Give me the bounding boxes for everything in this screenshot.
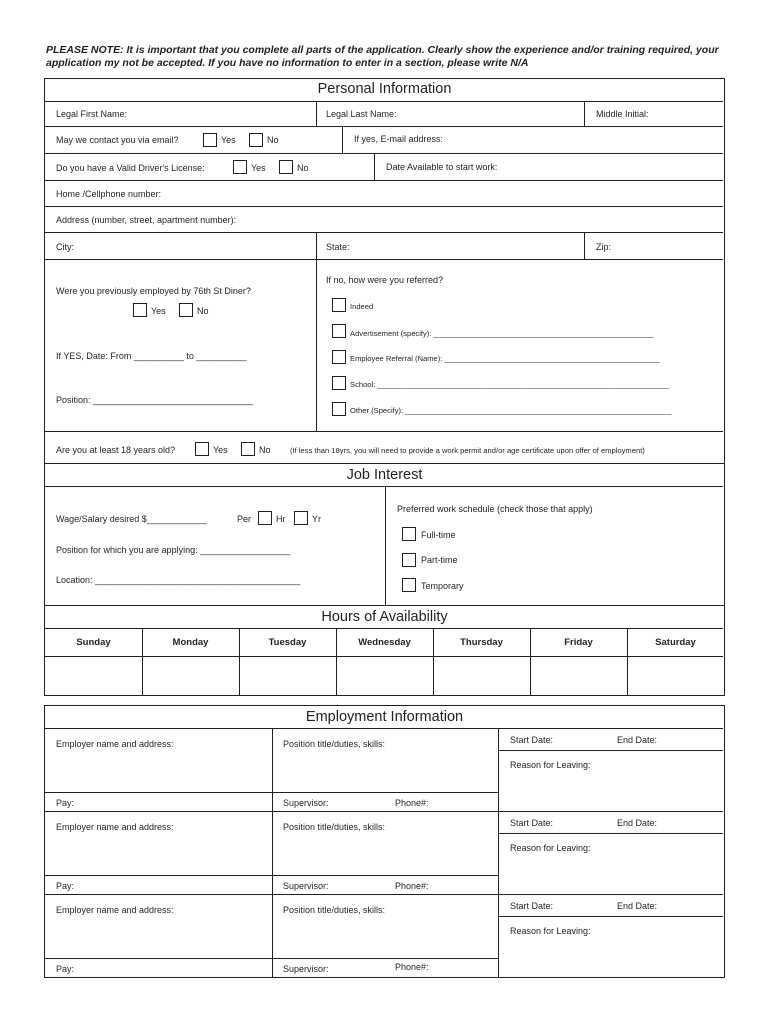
- license-no-checkbox[interactable]: [279, 160, 293, 174]
- pay-2-label: Pay:: [56, 881, 75, 891]
- job-interest-section: [44, 463, 725, 606]
- supervisor-2-label: Supervisor:: [283, 881, 329, 891]
- phone-1-label: Phone#:: [395, 798, 429, 808]
- phone-label: Home /Cellphone number:: [56, 189, 162, 199]
- job-interest-title: Job Interest: [346, 467, 423, 483]
- temporary-label: Temporary: [421, 581, 464, 591]
- referral-employee-field: Employee Referral (Name): ___________________________________________________: [350, 354, 660, 363]
- license-no-label: No: [297, 163, 309, 173]
- position-2-label: Position title/duties, skills:: [283, 822, 386, 832]
- referred-label: If no, how were you referred?: [326, 275, 444, 285]
- employment-information-section: [44, 705, 725, 978]
- phone-2-label: Phone#:: [395, 881, 429, 891]
- contact-email-label: May we contact you via email?: [56, 135, 179, 145]
- reason-2-label: Reason for Leaving:: [510, 843, 591, 853]
- schedule-prompt: Preferred work schedule (check those that apply): [397, 504, 593, 514]
- day-thursday: Thursday: [460, 637, 503, 648]
- referral-employee-checkbox[interactable]: [332, 350, 346, 364]
- city-label: City:: [56, 242, 74, 252]
- phone-3-label: Phone#:: [395, 962, 429, 972]
- position-3-label: Position title/duties, skills:: [283, 905, 386, 915]
- employment-information-title: Employment Information: [305, 709, 464, 725]
- prev-position-field: Position: ________________________________: [56, 395, 254, 405]
- previously-employed-label: Were you previously employed by 76th St Diner?: [56, 286, 251, 296]
- prev-employed-no-label: No: [197, 306, 209, 316]
- referral-school-field: School: _____________________________________________________________________: [350, 380, 669, 389]
- end-date-1-label: End Date:: [617, 735, 658, 745]
- full-time-checkbox[interactable]: [402, 527, 416, 541]
- temporary-checkbox[interactable]: [402, 578, 416, 592]
- full-time-label: Full-time: [421, 530, 456, 540]
- wage-per-year-checkbox[interactable]: [294, 511, 308, 525]
- contact-email-yes-label: Yes: [221, 135, 236, 145]
- part-time-checkbox[interactable]: [402, 553, 416, 567]
- contact-email-no-label: No: [267, 135, 279, 145]
- application-note: PLEASE NOTE: It is important that you complete all parts of the application. Clearly show the experience and/or training required, your application my not be accepted. If you have no information to enter in a section, please write N/A: [46, 44, 719, 69]
- wage-hour-label: Hr: [276, 514, 286, 524]
- day-tuesday: Tuesday: [268, 637, 307, 648]
- state-label: State:: [326, 242, 350, 252]
- day-friday: Friday: [564, 637, 593, 648]
- employer-2-label: Employer name and address:: [56, 822, 174, 832]
- prev-employed-yes-label: Yes: [151, 306, 166, 316]
- position-1-label: Position title/duties, skills:: [283, 739, 386, 749]
- last-name-label: Legal Last Name:: [326, 109, 397, 119]
- referral-other-checkbox[interactable]: [332, 402, 346, 416]
- referral-indeed-checkbox[interactable]: [332, 298, 346, 312]
- part-time-label: Part-time: [421, 555, 458, 565]
- age-note: (If less than 18yrs, you will need to provide a work permit and/or age certificate upon offer of employment): [290, 446, 645, 455]
- zip-label: Zip:: [596, 242, 612, 252]
- position-applying-field: Position for which you are applying: __________________: [56, 545, 291, 555]
- age-yes-label: Yes: [213, 445, 228, 455]
- personal-information-title: Personal Information: [317, 81, 452, 97]
- drivers-license-label: Do you have a Valid Driver's License:: [56, 163, 205, 173]
- address-label: Address (number, street, apartment number):: [56, 215, 237, 225]
- referral-indeed-label: Indeed: [350, 302, 374, 311]
- employer-1-label: Employer name and address:: [56, 739, 174, 749]
- location-field: Location: _________________________________________: [56, 575, 301, 585]
- start-date-1-label: Start Date:: [510, 735, 554, 745]
- start-date-3-label: Start Date:: [510, 901, 554, 911]
- middle-initial-label: Middle Initial:: [596, 109, 649, 119]
- end-date-2-label: End Date:: [617, 818, 658, 828]
- start-date-2-label: Start Date:: [510, 818, 554, 828]
- prev-employed-yes-checkbox[interactable]: [133, 303, 147, 317]
- contact-email-yes-checkbox[interactable]: [203, 133, 217, 147]
- date-available-label: Date Available to start work:: [386, 162, 498, 172]
- email-address-label: If yes, E-mail address:: [354, 134, 444, 144]
- age-no-checkbox[interactable]: [241, 442, 255, 456]
- day-sunday: Sunday: [76, 637, 111, 648]
- reason-1-label: Reason for Leaving:: [510, 760, 591, 770]
- supervisor-3-label: Supervisor:: [283, 964, 329, 974]
- wage-per-label: Per: [237, 514, 252, 524]
- supervisor-1-label: Supervisor:: [283, 798, 329, 808]
- end-date-3-label: End Date:: [617, 901, 658, 911]
- age-yes-checkbox[interactable]: [195, 442, 209, 456]
- age-question-label: Are you at least 18 years old?: [56, 445, 176, 455]
- referral-school-checkbox[interactable]: [332, 376, 346, 390]
- wage-year-label: Yr: [312, 514, 321, 524]
- day-monday: Monday: [172, 637, 209, 648]
- contact-email-no-checkbox[interactable]: [249, 133, 263, 147]
- personal-information-section: [44, 78, 725, 464]
- prev-employed-dates: If YES, Date: From __________ to __________: [56, 351, 247, 361]
- wage-field: Wage/Salary desired $____________: [56, 514, 207, 524]
- hours-availability-title: Hours of Availability: [321, 609, 448, 625]
- referral-ad-field: Advertisement (specify): ____________________________________________________: [350, 329, 654, 338]
- referral-ad-checkbox[interactable]: [332, 324, 346, 338]
- day-saturday: Saturday: [655, 637, 696, 648]
- license-yes-checkbox[interactable]: [233, 160, 247, 174]
- license-yes-label: Yes: [251, 163, 266, 173]
- prev-employed-no-checkbox[interactable]: [179, 303, 193, 317]
- reason-3-label: Reason for Leaving:: [510, 926, 591, 936]
- pay-1-label: Pay:: [56, 798, 75, 808]
- hours-availability-section: [44, 605, 725, 696]
- first-name-label: Legal First Name:: [56, 109, 128, 119]
- pay-3-label: Pay:: [56, 964, 75, 974]
- referral-other-field: Other (Specify): _______________________________________________________________: [350, 406, 672, 415]
- age-no-label: No: [259, 445, 271, 455]
- wage-per-hour-checkbox[interactable]: [258, 511, 272, 525]
- employer-3-label: Employer name and address:: [56, 905, 174, 915]
- day-wednesday: Wednesday: [358, 637, 411, 648]
